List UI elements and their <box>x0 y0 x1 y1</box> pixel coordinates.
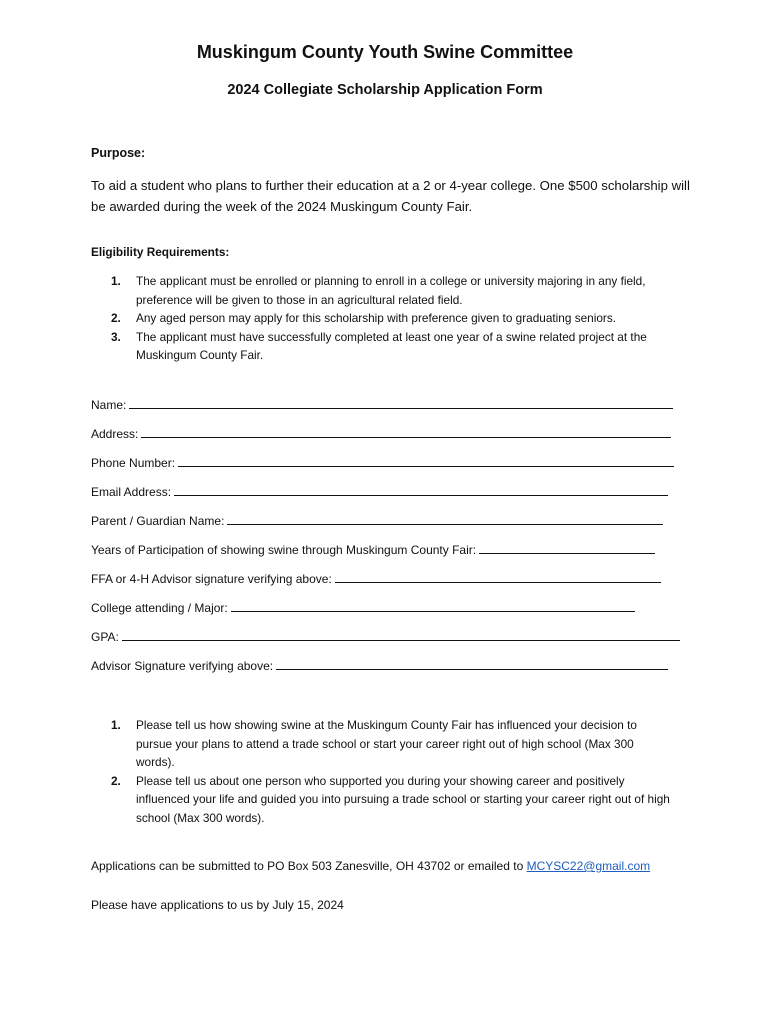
field-label: College attending / Major: <box>91 601 228 615</box>
phone-line[interactable] <box>178 455 674 467</box>
name-field[interactable] <box>91 397 673 412</box>
deadline-text: Please have applications to us by July 15, 2024 <box>91 898 344 912</box>
gpa-line[interactable] <box>122 629 680 641</box>
list-item <box>111 328 671 365</box>
email-link[interactable]: MCYSC22@gmail.com <box>526 859 651 873</box>
guardian-field[interactable] <box>91 513 663 528</box>
field-label: FFA or 4-H Advisor signature verifying above: <box>91 572 332 586</box>
ffa-advisor-signature-field[interactable] <box>91 571 661 586</box>
list-item <box>111 772 671 828</box>
submission-info <box>91 859 650 873</box>
years-participation-field[interactable] <box>91 542 655 557</box>
list-text: Please tell us about one person who supported you during your showing career and positively influenced your life and guided you into pursuing a trade school or starting your career right out of high school (Max 300 words). <box>136 773 670 825</box>
phone-field[interactable] <box>91 455 674 470</box>
list-number: 2. <box>111 311 121 325</box>
list-number: 3. <box>111 329 121 344</box>
essay-questions-list <box>111 716 671 827</box>
name-line[interactable] <box>129 397 673 409</box>
email-line[interactable] <box>174 484 668 496</box>
list-number: 1. <box>111 718 121 732</box>
submission-text: Applications can be submitted to PO Box 503 Zanesville, OH 43702 or emailed to <box>91 859 527 873</box>
list-text: Any aged person may apply for this scholarship with preference given to graduating seniors. <box>136 311 617 325</box>
list-text: Please tell us how showing swine at the Muskingum County Fair has influenced your decision to pursue your plans to attend a trade school or start your career right out of high school (Max 300 words). <box>136 718 637 769</box>
ffa-advisor-signature-line[interactable] <box>335 571 661 583</box>
purpose-text: To aid a student who plans to further their education at a 2 or 4-year college. One $500 scholarship will be awarded during the week of the 2024 Muskingum County Fair. <box>91 178 690 214</box>
field-label: Years of Participation of showing swine through Muskingum County Fair: <box>91 543 477 557</box>
college-major-field[interactable] <box>91 600 635 615</box>
list-text: The applicant must be enrolled or planning to enroll in a college or university majoring in any field, preference will be given to those in an agricultural related field. <box>136 274 646 307</box>
field-label: Advisor Signature verifying above: <box>91 659 274 673</box>
form-subtitle: 2024 Collegiate Scholarship Application Form <box>227 82 543 98</box>
field-label: GPA: <box>91 630 119 644</box>
address-field[interactable] <box>91 426 671 441</box>
list-number: 2. <box>111 773 121 788</box>
purpose-heading: Purpose: <box>91 146 146 160</box>
advisor-signature-field[interactable] <box>91 658 668 673</box>
field-label: Address: <box>91 427 139 441</box>
gpa-field[interactable] <box>91 629 680 644</box>
list-number: 1. <box>111 274 121 288</box>
field-label: Phone Number: <box>91 456 176 470</box>
field-label: Name: <box>91 398 127 412</box>
eligibility-list <box>111 272 671 365</box>
field-label: Parent / Guardian Name: <box>91 514 225 528</box>
guardian-line[interactable] <box>227 513 663 525</box>
list-text: The applicant must have successfully completed at least one year of a swine related project at the Muskingum County Fair. <box>136 329 647 362</box>
eligibility-heading: Eligibility Requirements: <box>91 245 230 259</box>
page-title: Muskingum County Youth Swine Committee <box>196 42 574 62</box>
advisor-signature-line[interactable] <box>276 658 668 670</box>
list-item <box>111 272 671 309</box>
list-item <box>111 309 671 328</box>
college-major-line[interactable] <box>231 600 635 612</box>
years-participation-line[interactable] <box>479 542 655 554</box>
list-item <box>111 716 671 772</box>
email-field[interactable] <box>91 484 668 499</box>
address-line[interactable] <box>141 426 671 438</box>
field-label: Email Address: <box>91 485 172 499</box>
